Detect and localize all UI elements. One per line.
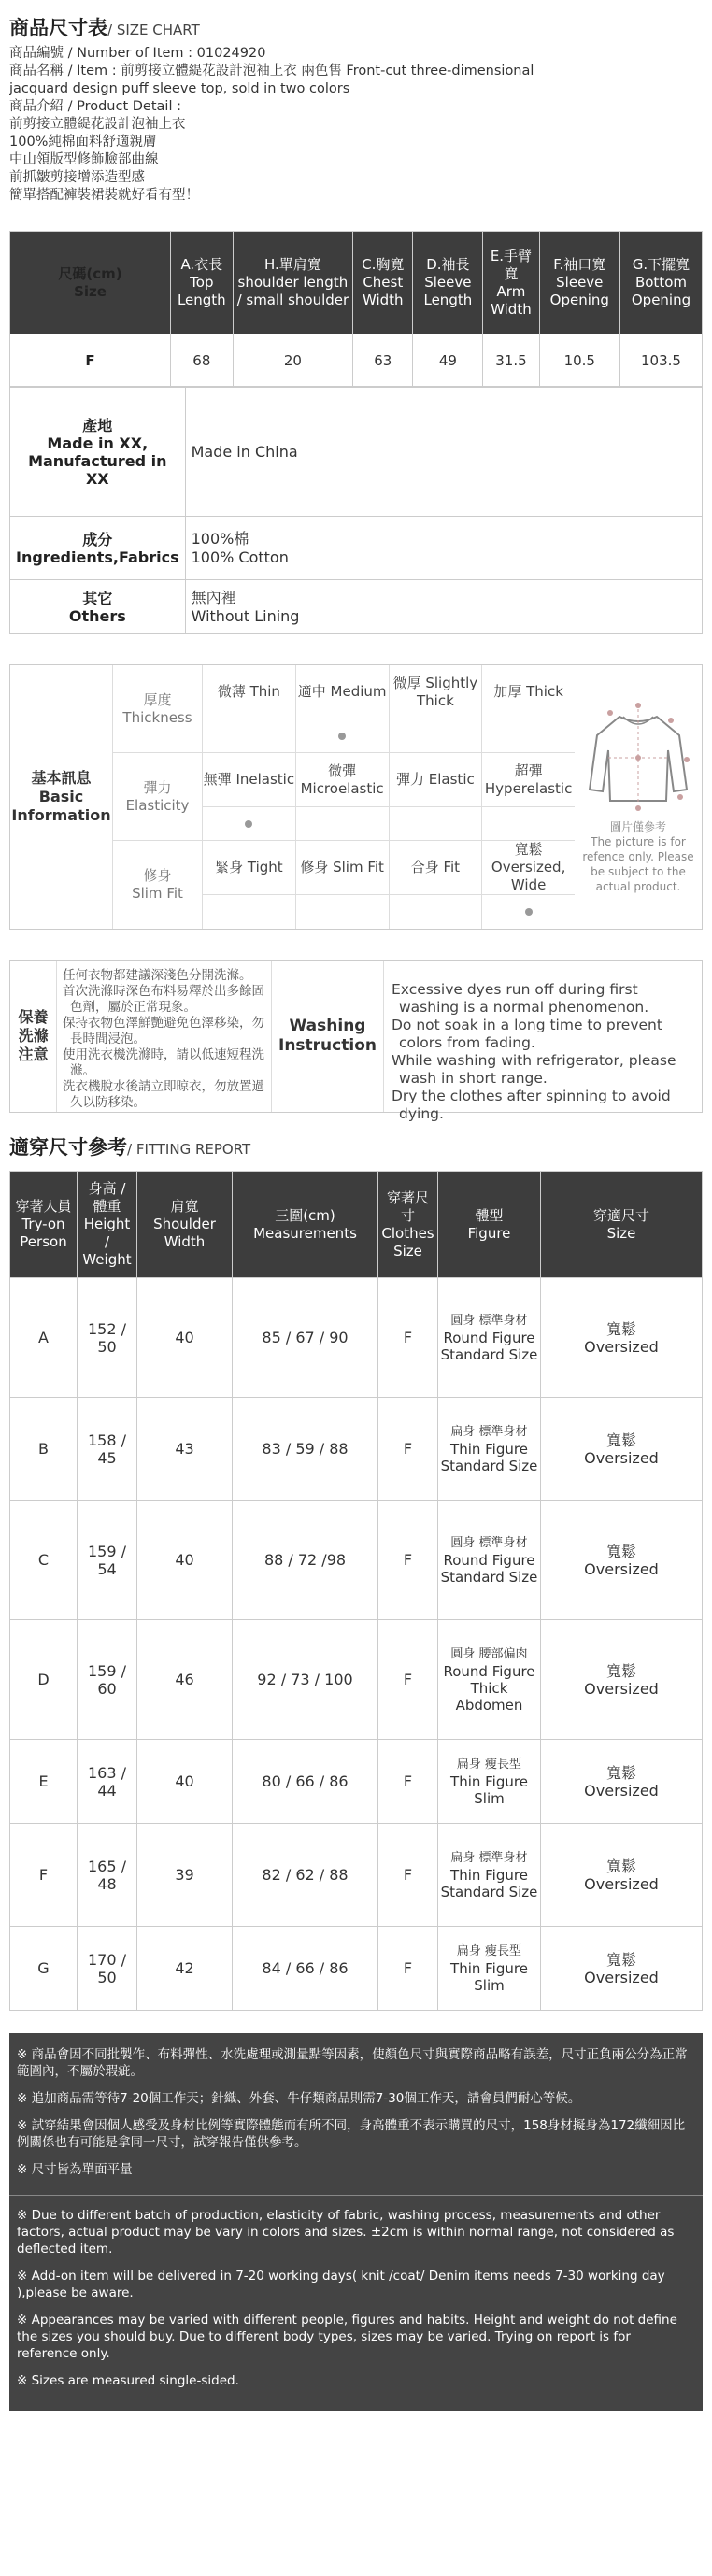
ref-note-zh: 圖片僅參考 (609, 820, 666, 833)
table-row (10, 1620, 703, 1740)
value-cell: 103.5 (619, 334, 702, 387)
option-label: 修身 Slim Fit (296, 841, 389, 895)
fit-cell: A (10, 1278, 78, 1398)
basic-info-label: 基本訊息 Basic Information (10, 665, 113, 929)
option-label: 微彈 Microelastic (296, 753, 389, 807)
col-header: 穿著人員 Try-on Person (10, 1172, 78, 1278)
figure-cell: 扁身 瘦長型 Thin Figure Slim (438, 1927, 541, 2011)
fit-cell: F (378, 1278, 438, 1398)
table-row (10, 1824, 703, 1927)
col-header: D.袖長 Sleeve Length (413, 232, 483, 334)
washing-item-en: While washing with refrigerator, please wash in short range. (392, 1052, 676, 1087)
fit-size-cell: 寬鬆 Oversized (541, 1620, 703, 1740)
fit-cell: D (10, 1620, 78, 1740)
col-header: 體型 Figure (438, 1172, 541, 1278)
washing-item-zh: 洗衣機脫水後請立即晾衣，勿放置過久以防移染。 (63, 1079, 264, 1110)
fit-cell: F (378, 1927, 438, 2011)
value-cell: 63 (353, 334, 413, 387)
table-row (10, 1740, 703, 1824)
attribute-option (482, 753, 575, 840)
washing-item-en: Excessive dyes run off during first washing is a normal phenomenon. (392, 981, 649, 1016)
washing-item-zh: 保持衣物色澤鮮艷避免色澤移染，勿長時間浸泡。 (63, 1016, 264, 1046)
fit-cell: F (378, 1501, 438, 1620)
fitting-table (9, 1171, 703, 2011)
attribute-option (482, 841, 575, 929)
col-header: 三圍(cm) Measurements (233, 1172, 378, 1278)
table-row (10, 1927, 703, 2011)
fit-cell: 43 (137, 1398, 233, 1501)
size-table (9, 231, 703, 387)
fit-size-cell: 寬鬆 Oversized (541, 1927, 703, 2011)
col-header: G.下擺寬 Bottom Opening (619, 232, 702, 334)
col-header: H.單肩寬 shoulder length / small shoulder (233, 232, 352, 334)
fit-cell: F (378, 1740, 438, 1824)
size-header: 尺碼(cm) Size (10, 232, 171, 334)
washing-panel (9, 960, 703, 1122)
fit-cell: 158 / 45 (78, 1398, 137, 1501)
washing-item-zh: 首次洗滌時深色布料易釋於出多餘固色劑，屬於正常現象。 (63, 984, 264, 1015)
attribute-option (482, 665, 575, 752)
basic-info-panel (9, 664, 703, 930)
garment-diagram-icon (582, 700, 694, 812)
fit-cell: 159 / 54 (78, 1501, 137, 1620)
fit-cell: 84 / 66 / 86 (233, 1927, 378, 2011)
option-label: 無彈 Inelastic (203, 753, 295, 807)
col-header: A.衣長 Top Length (171, 232, 234, 334)
fit-cell: 92 / 73 / 100 (233, 1620, 378, 1740)
fit-cell: 152 / 50 (78, 1278, 137, 1398)
washing-label (10, 961, 57, 1112)
option-label: 寬鬆 Oversized, Wide (482, 841, 575, 895)
attribute-option (203, 753, 296, 840)
col-header: 身高 / 體重 Height / Weight (78, 1172, 137, 1278)
note-en: ※ Sizes are measured single-sided. (17, 2373, 239, 2388)
figure-cell: 扁身 標準身材 Thin Figure Standard Size (438, 1824, 541, 1927)
note-zh: ※ 試穿結果會因個人感受及身材比例等實際體態而有所不同，身高體重不表示購買的尺寸，158身材擬身為172纖細因比例關係也有可能是拿同一尺寸，試穿報告僅供參考。 (17, 2118, 686, 2150)
detail-line: 前剪接立體緹花設計泡袖上衣 (9, 117, 186, 132)
washing-item-en: Dry the clothes after spinning to avoid dying. (392, 1088, 671, 1122)
fit-cell: 88 / 72 /98 (233, 1501, 378, 1620)
figure-cell: 圓身 腰部偏肉 Round Figure Thick Abdomen (438, 1620, 541, 1740)
attribute-option (390, 841, 483, 929)
figure-cell: 圓身 標準身材 Round Figure Standard Size (438, 1278, 541, 1398)
fabric-value: 100%棉 100% Cotton (185, 517, 702, 580)
attribute-option (390, 753, 483, 840)
item-name-cont: jacquard design puff sleeve top, sold in two colors (9, 81, 350, 96)
fit-cell: 39 (137, 1824, 233, 1927)
note-zh: ※ 尺寸皆為單面平量 (17, 2162, 133, 2177)
col-header: 穿著尺寸 Clothes Size (378, 1172, 438, 1278)
origin-label: 產地 Made in XX, Manufactured in XX (10, 388, 186, 517)
washing-en (384, 961, 702, 1122)
origin-value: Made in China (185, 388, 702, 517)
fit-cell: 40 (137, 1740, 233, 1824)
property-table (9, 387, 703, 634)
attribute-option (203, 841, 296, 929)
table-row (10, 1501, 703, 1620)
detail-line: 100%純棉面料舒適親膚 (9, 135, 157, 149)
note-en: ※ Due to different batch of production, elasticity of fabric, washing process, measurements and other factors, actual product may be vary in colors and sizes. ±2cm is within normal range, not considered as deflected item. (17, 2208, 675, 2256)
option-label: 超彈 Hyperelastic (482, 753, 575, 807)
col-header: F.袖口寬 Sleeve Opening (539, 232, 619, 334)
notes-box (9, 2033, 703, 2411)
fit-cell: 40 (137, 1501, 233, 1620)
option-label: 微厚 Slightly Thick (390, 665, 482, 719)
table-row (10, 334, 703, 387)
fit-size-cell: 寬鬆 Oversized (541, 1398, 703, 1501)
washing-item-en: Do not soak in a long time to prevent colors from fading. (392, 1017, 662, 1051)
option-label: 緊身 Tight (203, 841, 295, 895)
fit-cell: 159 / 60 (78, 1620, 137, 1740)
value-cell: 31.5 (483, 334, 539, 387)
item-number: 商品編號 / Number of Item : 01024920 (9, 46, 266, 61)
note-zh: ※ 追加商品需等待7-20個工作天；針織、外套、牛仔類商品則需7-30個工作天，請會員們耐心等候。 (17, 2091, 581, 2106)
fit-cell: 170 / 50 (78, 1927, 137, 2011)
fit-cell: B (10, 1398, 78, 1501)
fabric-label: 成分 Ingredients,Fabrics (10, 517, 186, 580)
table-row (10, 1278, 703, 1398)
reference-image (575, 665, 702, 929)
washing-item-zh: 任何衣物都建議深淺色分開洗滌。 (63, 968, 252, 983)
item-name: 商品名稱 / Item : 前剪接立體緹花設計泡袖上衣 兩色售 Front-cut three-dimensional (9, 64, 534, 78)
option-label: 微薄 Thin (203, 665, 295, 719)
fit-cell: 40 (137, 1278, 233, 1398)
fit-cell: F (378, 1620, 438, 1740)
fit-cell: F (10, 1824, 78, 1927)
figure-cell: 圓身 標準身材 Round Figure Standard Size (438, 1501, 541, 1620)
fit-cell: 42 (137, 1927, 233, 2011)
fit-cell: C (10, 1501, 78, 1620)
attribute-option (296, 665, 390, 752)
detail-line: 簡單搭配褲裝裙裝就好看有型！ (9, 188, 199, 203)
value-cell: 10.5 (539, 334, 619, 387)
fit-size-cell: 寬鬆 Oversized (541, 1824, 703, 1927)
others-value: 無內裡 Without Lining (185, 580, 702, 634)
attribute-option (296, 841, 390, 929)
fit-cell: E (10, 1740, 78, 1824)
detail-line: 前抓皺剪接增添造型感 (9, 170, 145, 185)
fit-cell: 82 / 62 / 88 (233, 1824, 378, 1927)
note-en: ※ Appearances may be varied with different people, figures and habits. Height and weight do not define the sizes you should buy. Due to different body types, sizes may be varied. Trying on report is for reference only. (17, 2313, 677, 2361)
fit-cell: G (10, 1927, 78, 2011)
selected-dot-icon (245, 820, 252, 828)
note-zh: ※ 商品會因不同批製作、布料彈性、水洗處理或測量點等因素，使顏色尺寸與實際商品略有誤差，尺寸正負兩公分為正常範圍內，不屬於瑕疵。 (17, 2047, 688, 2079)
washing-zh (57, 961, 272, 1112)
attribute-group (113, 753, 575, 841)
fit-size-cell: 寬鬆 Oversized (541, 1501, 703, 1620)
fit-cell: 80 / 66 / 86 (233, 1740, 378, 1824)
attribute-name: 修身 Slim Fit (113, 841, 203, 929)
attribute-option (390, 665, 483, 752)
attribute-name: 彈力 Elasticity (113, 753, 203, 840)
washing-item-zh: 使用洗衣機洗滌時，請以低速短程洗滌。 (63, 1047, 264, 1078)
fit-cell: 163 / 44 (78, 1740, 137, 1824)
attribute-group (113, 665, 575, 753)
note-en: ※ Add-on item will be delivered in 7-20 working days( knit /coat/ Denim items needs 7-30 working day ),please be aware. (17, 2269, 665, 2300)
fit-cell: 165 / 48 (78, 1824, 137, 1927)
title-zh: 商品尺寸表 (9, 17, 107, 39)
selected-dot-icon (338, 733, 346, 740)
attribute-option (203, 665, 296, 752)
fit-size-cell: 寬鬆 Oversized (541, 1740, 703, 1824)
others-label: 其它 Others (10, 580, 186, 634)
washing-title: Washing Instruction (272, 961, 384, 1112)
selected-dot-icon (525, 908, 533, 916)
col-header: C.胸寬 Chest Width (353, 232, 413, 334)
detail-label: 商品介紹 / Product Detail : (9, 99, 181, 114)
title-en: / SIZE CHART (107, 21, 200, 38)
table-row (10, 1398, 703, 1501)
fit-cell: F (378, 1824, 438, 1927)
figure-cell: 扁身 標準身材 Thin Figure Standard Size (438, 1398, 541, 1501)
fitting-title: 適穿尺寸參考/ FITTING REPORT (9, 1136, 251, 1159)
attribute-name: 厚度 Thickness (113, 665, 203, 752)
option-label: 適中 Medium (296, 665, 389, 719)
fit-cell: 46 (137, 1620, 233, 1740)
ref-note-en: The picture is for refence only. Please be subject to the actual product. (582, 835, 694, 893)
attribute-group (113, 841, 575, 929)
fit-cell: 83 / 59 / 88 (233, 1398, 378, 1501)
value-cell: 68 (171, 334, 234, 387)
value-cell: 20 (233, 334, 352, 387)
size-cell: F (10, 334, 171, 387)
option-label: 合身 Fit (390, 841, 482, 895)
fit-size-cell: 寬鬆 Oversized (541, 1278, 703, 1398)
fit-cell: 85 / 67 / 90 (233, 1278, 378, 1398)
col-header: 肩寬 Shoulder Width (137, 1172, 233, 1278)
size-chart-title (9, 15, 703, 43)
detail-line: 中山領版型修飾臉部曲線 (9, 152, 159, 167)
fit-cell: F (378, 1398, 438, 1501)
col-header: E.手臂寬 Arm Width (483, 232, 539, 334)
attribute-option (296, 753, 390, 840)
option-label: 加厚 Thick (482, 665, 575, 719)
product-info (9, 45, 703, 205)
washing-label-text: 保養洗滌注意 (18, 1008, 49, 1063)
col-header: 穿適尺寸 Size (541, 1172, 703, 1278)
value-cell: 49 (413, 334, 483, 387)
figure-cell: 扁身 瘦長型 Thin Figure Slim (438, 1740, 541, 1824)
option-label: 彈力 Elastic (390, 753, 482, 807)
